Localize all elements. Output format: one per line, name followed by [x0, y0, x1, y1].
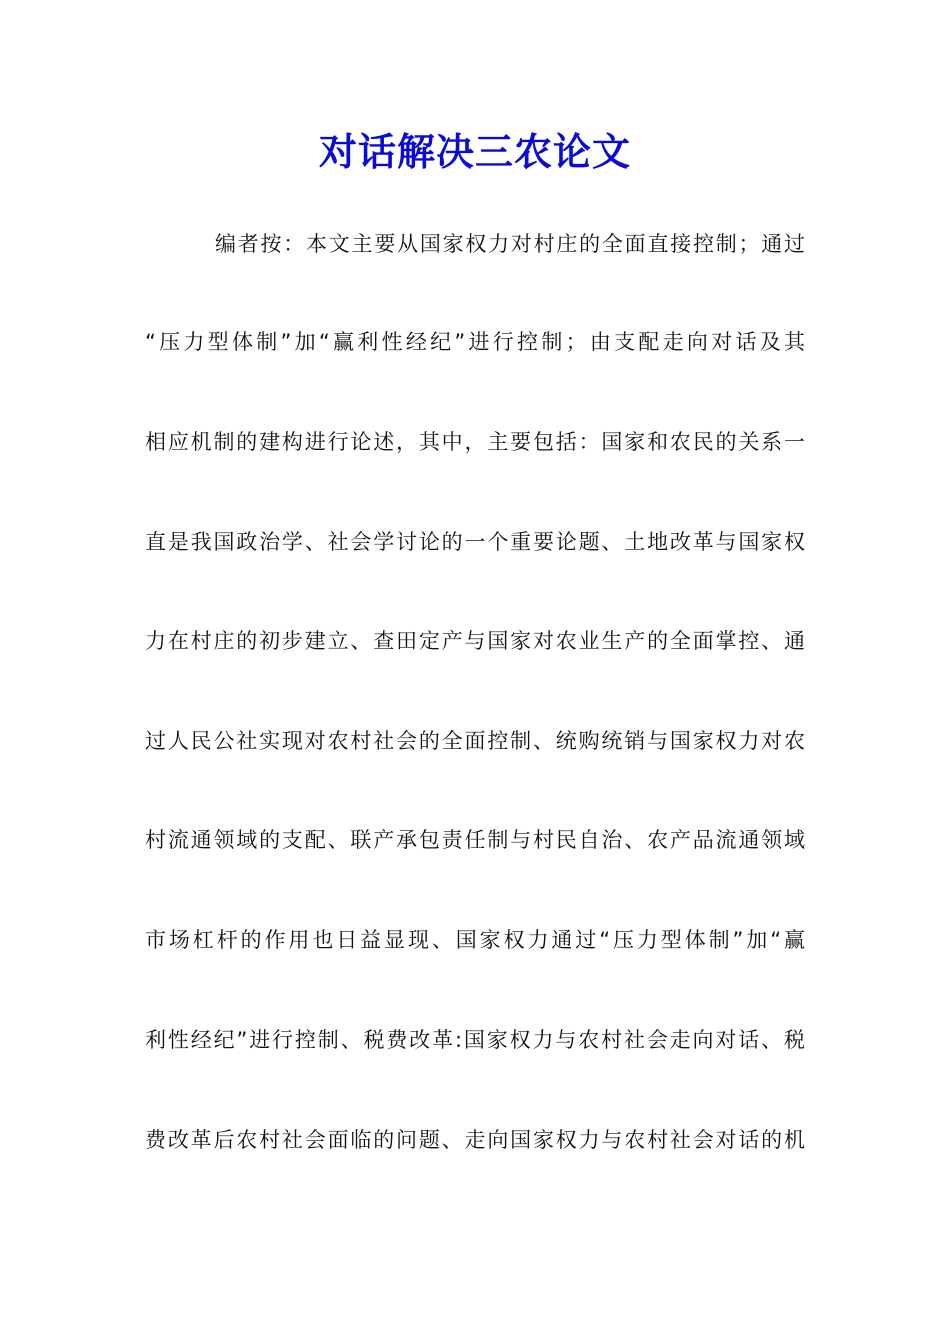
paragraph-line: “压力型体制”加“赢利性经纪”进行控制；由支配走向对话及其	[145, 330, 805, 354]
paragraph-line: 编者按：本文主要从国家权力对村庄的全面直接控制；通过	[215, 232, 805, 256]
paragraph-line: 费改革后农村社会面临的问题、走向国家权力与农村社会对话的机	[145, 1128, 805, 1152]
paragraph-line: 相应机制的建构进行论述，其中，主要包括：国家和农民的关系一	[145, 430, 805, 454]
paragraph-line: 力在村庄的初步建立、查田定产与国家对农业生产的全面掌控、通	[145, 629, 805, 653]
paragraph-line: 直是我国政治学、社会学讨论的一个重要论题、土地改革与国家权	[145, 530, 805, 554]
paragraph-line: 过人民公社实现对农村社会的全面控制、统购统销与国家权力对农	[145, 729, 805, 753]
paragraph-line: 村流通领域的支配、联产承包责任制与村民自治、农产品流通领域	[145, 828, 805, 852]
paragraph-line: 利性经纪”进行控制、税费改革:国家权力与农村社会走向对话、税	[145, 1028, 805, 1052]
document-title: 对话解决三农论文	[318, 129, 631, 174]
paragraph-line: 市场杠杆的作用也日益显现、国家权力通过“压力型体制”加“赢	[145, 928, 805, 952]
